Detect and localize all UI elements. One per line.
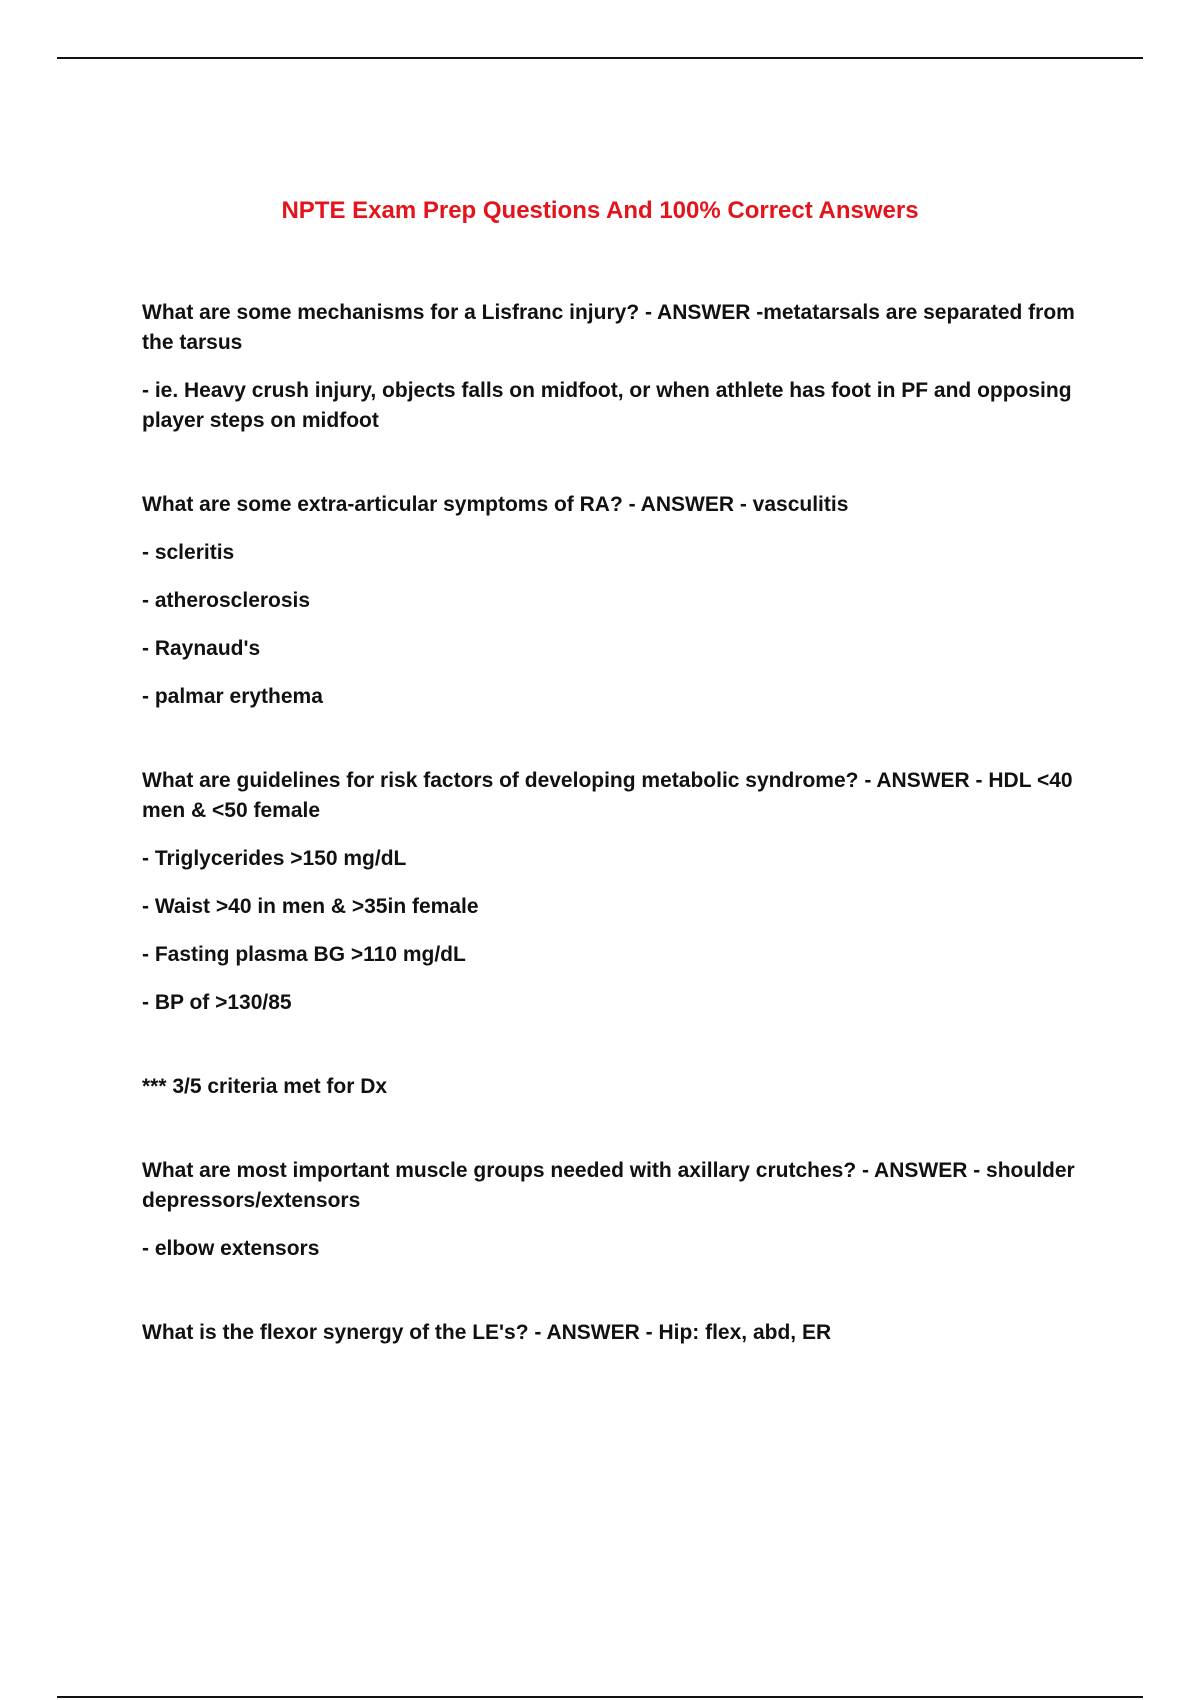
answer-point: - elbow extensors — [142, 1237, 320, 1260]
qa-axillary-crutches — [142, 1156, 1100, 1264]
qa-metabolic-syndrome — [142, 766, 1100, 1018]
document-body — [142, 298, 1100, 1348]
question-text: What are some extra-articular symptoms of RA? - ANSWER - vasculitis — [142, 493, 849, 516]
answer-point: - palmar erythema — [142, 685, 323, 708]
question-text: What are most important muscle groups needed with axillary crutches? - ANSWER - shoulder depressors/extensors — [142, 1159, 1075, 1212]
question-text: What is the flexor synergy of the LE's? - ANSWER - Hip: flex, abd, ER — [142, 1321, 832, 1344]
answer-point: - Raynaud's — [142, 637, 261, 660]
qa-criteria-note — [142, 1072, 1100, 1102]
question-text: What are some mechanisms for a Lisfranc injury? - ANSWER -metatarsals are separated from the tarsus — [142, 301, 1075, 354]
answer-point: - Triglycerides >150 mg/dL — [142, 847, 407, 870]
answer-point: - Waist >40 in men & >35in female — [142, 895, 479, 918]
qa-lisfranc — [142, 298, 1100, 436]
answer-point: - BP of >130/85 — [142, 991, 292, 1014]
question-text: What are guidelines for risk factors of developing metabolic syndrome? - ANSWER - HDL <40 men & <50 female — [142, 769, 1073, 822]
footer-rule — [57, 1696, 1143, 1698]
answer-point: - scleritis — [142, 541, 235, 564]
header-rule — [57, 57, 1143, 59]
criteria-note: *** 3/5 criteria met for Dx — [142, 1075, 388, 1098]
document-title: NPTE Exam Prep Questions And 100% Correct Answers — [281, 197, 919, 224]
qa-ra-symptoms — [142, 490, 1100, 712]
answer-point: - Fasting plasma BG >110 mg/dL — [142, 943, 466, 966]
answer-point: - ie. Heavy crush injury, objects falls on midfoot, or when athlete has foot in PF and opposing player steps on midfoot — [142, 379, 1072, 432]
qa-flexor-synergy — [142, 1318, 1100, 1348]
answer-point: - atherosclerosis — [142, 589, 311, 612]
